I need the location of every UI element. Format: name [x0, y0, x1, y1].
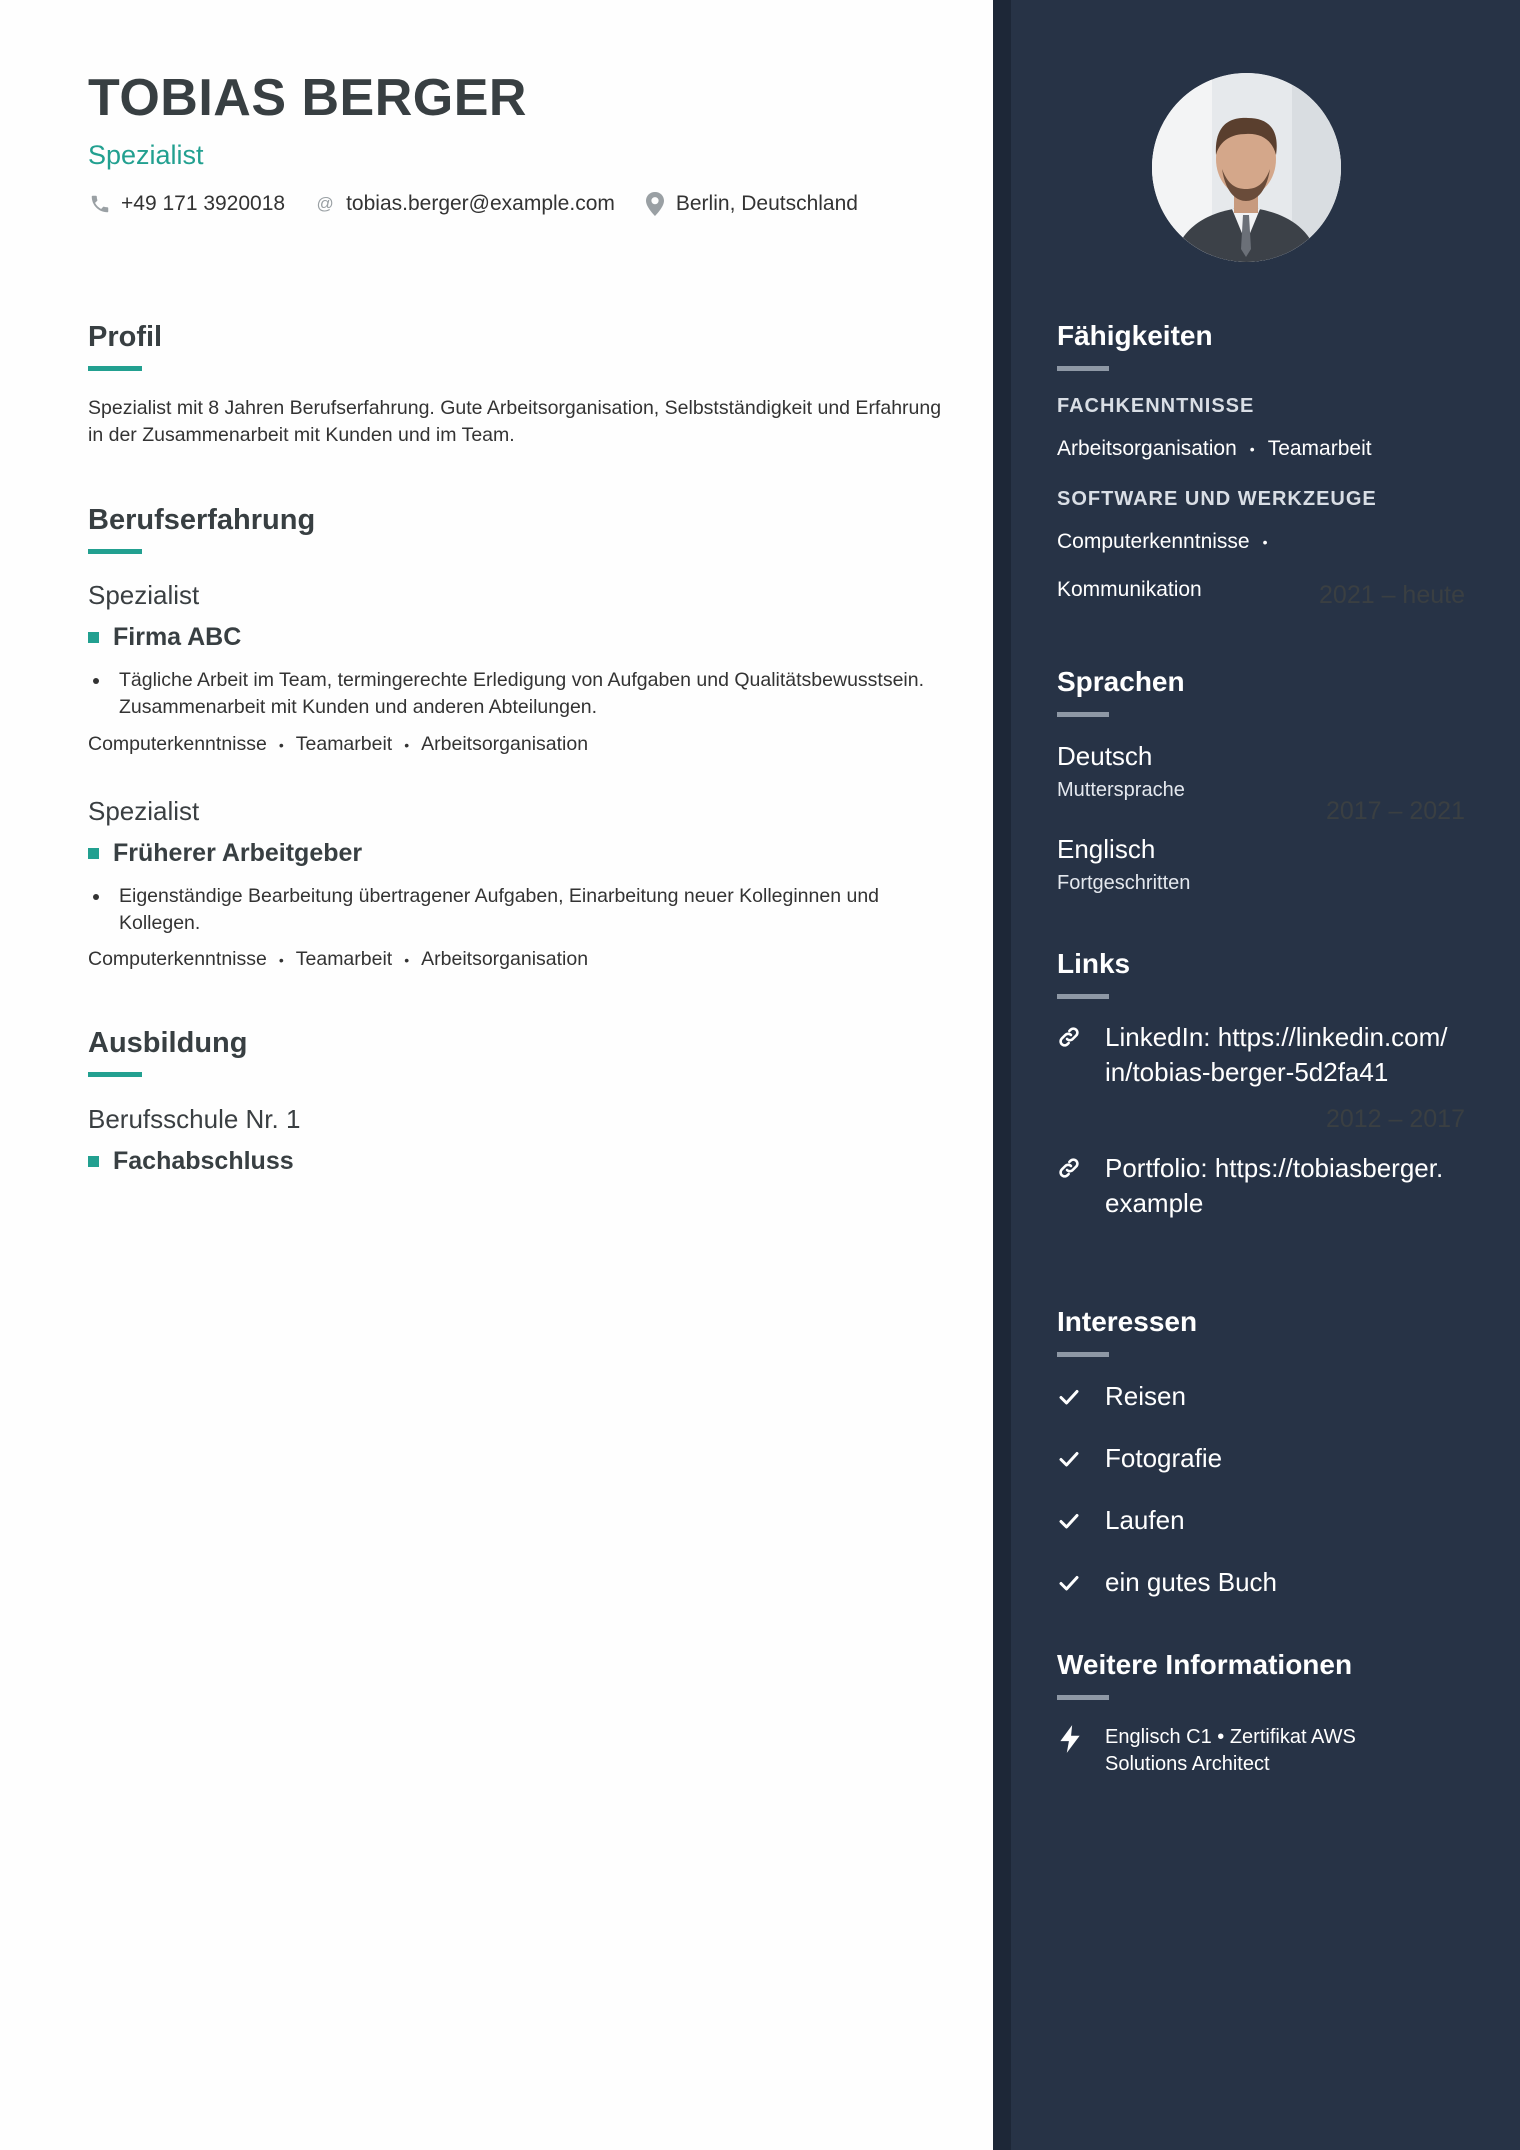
job-title: Spezialist: [88, 796, 200, 826]
skills-heading: Fähigkeiten: [1057, 320, 1213, 351]
link-icon: [1057, 1156, 1083, 1182]
candidate-role: Spezialist: [88, 140, 204, 170]
job-bullet: [88, 667, 948, 721]
education-dates: 2012 – 2017: [1325, 1105, 1465, 1133]
degree-name: Fachabschluss: [113, 1147, 294, 1175]
languages-heading: Sprachen: [1057, 666, 1185, 697]
tag-separator: •: [404, 736, 410, 753]
skill-item: Teamarbeit: [1267, 437, 1372, 460]
job-tags: [88, 948, 588, 971]
check-icon: [1057, 1447, 1083, 1473]
languages-rule: [1057, 712, 1109, 717]
skill-item: Kommunikation: [1057, 578, 1202, 601]
skill-separator: •: [1249, 441, 1255, 457]
profile-photo: [1152, 73, 1341, 262]
skill-item: Computerkenntnisse: [1057, 530, 1250, 553]
interest-item: Reisen: [1105, 1381, 1186, 1411]
lightning-icon: [1057, 1724, 1083, 1750]
interest-item: ein gutes Buch: [1105, 1567, 1278, 1597]
interests-heading: Interessen: [1057, 1306, 1198, 1337]
bullet-dot: [88, 667, 119, 721]
contact-phone[interactable]: [88, 192, 285, 216]
profile-heading: Profil: [88, 321, 163, 353]
job-bullet-text: Eigenständige Bearbeitung übertragener Aufgaben, Einarbeitung neuer Kolleginnen und Kollegen.: [119, 885, 880, 934]
skills-group-label: SOFTWARE UND WERKZEUGE: [1057, 488, 1377, 510]
job-tag: Arbeitsorganisation: [421, 948, 589, 970]
education-heading: Ausbildung: [88, 1027, 248, 1059]
job-title: Spezialist: [88, 580, 200, 610]
contact-row: [88, 192, 886, 216]
phone-icon: [88, 192, 112, 216]
job-dates: 2017 – 2021: [1325, 797, 1465, 825]
map-pin-icon: [643, 192, 667, 216]
job-tag: Computerkenntnisse: [88, 733, 267, 755]
portfolio-link[interactable]: Portfolio: https://tobiasberger.example: [1105, 1153, 1444, 1218]
skills-group-label: FACHKENNTNISSE: [1057, 395, 1255, 417]
sidebar-edge: [993, 0, 1011, 2150]
tag-separator: •: [404, 951, 410, 968]
job-tag: Teamarbeit: [295, 948, 393, 970]
job-company: [88, 839, 362, 868]
job-tag: Arbeitsorganisation: [421, 733, 589, 755]
skill-separator: •: [1262, 534, 1268, 550]
more-info-rule: [1057, 1695, 1109, 1700]
language-level: Muttersprache: [1057, 779, 1185, 801]
job-tag: Teamarbeit: [295, 733, 393, 755]
more-info-heading: Weitere Informationen: [1057, 1649, 1353, 1680]
skills-group-items: [1057, 530, 1281, 554]
contact-email[interactable]: [313, 192, 615, 216]
phone-text: +49 171 3920018: [121, 192, 286, 215]
language-name: Englisch: [1057, 834, 1156, 864]
profile-rule: [88, 366, 142, 371]
education-rule: [88, 1072, 142, 1077]
experience-rule: [88, 549, 142, 554]
links-heading: Links: [1057, 948, 1131, 979]
language-level: Fortgeschritten: [1057, 872, 1191, 894]
skill-item: Arbeitsorganisation: [1057, 437, 1237, 460]
job-bullet: [88, 883, 948, 937]
job-bullet-text: Tägliche Arbeit im Team, termingerechte Erledigung von Aufgaben und Qualitätsbewusstsein. Zusammenarbeit mit Kunden und anderen Abteilungen.: [119, 669, 925, 718]
tag-separator: •: [278, 736, 284, 753]
at-icon: @: [316, 194, 334, 213]
location-text: Berlin, Deutschland: [675, 192, 858, 215]
education-degree: [88, 1147, 294, 1176]
experience-heading: Berufserfahrung: [88, 504, 316, 536]
job-tags: [88, 733, 588, 756]
check-icon: [1057, 1571, 1083, 1597]
degree-marker: [88, 1156, 99, 1167]
check-icon: [1057, 1509, 1083, 1535]
interest-item: Fotografie: [1105, 1443, 1223, 1473]
language-name: Deutsch: [1057, 741, 1153, 771]
more-info-text: Englisch C1 • Zertifikat AWS Solutions Architect: [1105, 1726, 1356, 1775]
company-marker: [88, 632, 99, 643]
check-icon: [1057, 1385, 1083, 1411]
education-school: Berufsschule Nr. 1: [88, 1104, 301, 1134]
links-rule: [1057, 994, 1109, 999]
job-company: [88, 623, 241, 652]
interests-rule: [1057, 1352, 1109, 1357]
job-tag: Computerkenntnisse: [88, 948, 267, 970]
interest-item: Laufen: [1105, 1505, 1185, 1535]
company-name: Früherer Arbeitgeber: [113, 839, 363, 867]
link-icon: [1057, 1025, 1083, 1051]
skills-rule: [1057, 366, 1109, 371]
candidate-name: TOBIAS BERGER: [88, 69, 527, 127]
profile-text: Spezialist mit 8 Jahren Berufserfahrung. Gute Arbeitsorganisation, Selbstständigkeit und Erfahrung in der Zusammenarbeit mit Kunden und im Team.: [88, 397, 942, 446]
contact-location: [643, 192, 858, 216]
bullet-dot: [88, 883, 119, 937]
company-name: Firma ABC: [113, 623, 242, 651]
skills-group-items: [1057, 437, 1372, 461]
linkedin-link[interactable]: LinkedIn: https://linkedin.com/in/tobias-berger-5d2fa41: [1105, 1022, 1448, 1087]
skills-group-items: [1057, 578, 1202, 602]
job-dates: 2021 – heute: [1319, 581, 1465, 609]
email-text: tobias.berger@example.com: [346, 192, 615, 215]
tag-separator: •: [278, 951, 284, 968]
company-marker: [88, 848, 99, 859]
